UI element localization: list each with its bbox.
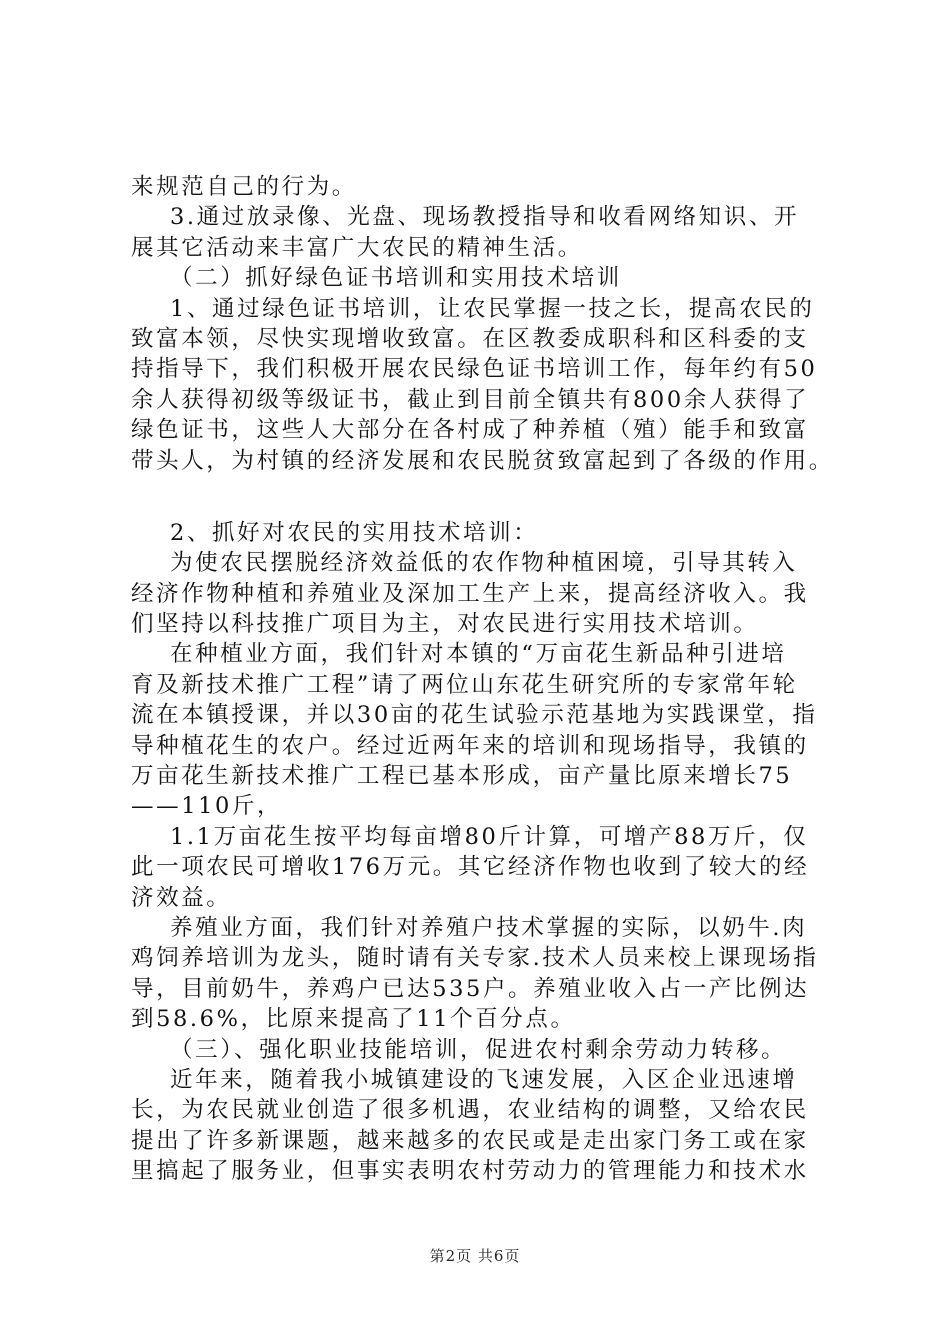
text-line: 在种植业方面，我们针对本镇的“万亩花生新品种引进培	[131, 641, 787, 668]
document-body	[131, 172, 851, 1187]
text-line: 1.1万亩花生按平均每亩增80斤计算，可增产88万斤，仅	[131, 823, 809, 850]
text-line: 养殖业方面，我们针对养殖户技术掌握的实际，以奶牛.肉	[131, 914, 808, 941]
text-line: 济效益。	[131, 884, 232, 911]
text-line: 为使农民摆脱经济效益低的农作物种植困境，引导其转入	[131, 550, 798, 577]
section-heading: （三）、强化职业技能培训，促进农村剩余劳动力转移。	[131, 1036, 787, 1063]
text-line: 导，目前奶牛，养鸡户已达535户。养殖业收入占一产比例达	[131, 975, 810, 1002]
text-line: 1、通过绿色证书培训，让农民掌握一技之长，提高农民的	[131, 295, 815, 322]
text-line: 们坚持以科技推广项目为主，对农民进行实用技术培训。	[131, 611, 759, 638]
text-line: 余人获得初级等级证书，截止到目前全镇共有800余人获得了	[131, 386, 810, 413]
text-line: 万亩花生新技术推广工程已基本形成，亩产量比原来增长75	[131, 763, 793, 790]
text-line: 近年来，随着我小城镇建设的飞速发展，入区企业迅速增	[131, 1066, 798, 1093]
text-line: 鸡饲养培训为龙头，随时请有关专家.技术人员来校上课现场指	[131, 945, 819, 972]
text-line: 持指导下，我们积极开展农民绿色证书培训工作，每年约有50	[131, 356, 818, 383]
text-line: 来规范自己的行为。	[131, 174, 357, 200]
page-number-label: 第2页 共6页	[429, 1247, 521, 1265]
text-line: 3.通过放录像、光盘、现场教授指导和收看网络知识、开	[131, 204, 800, 231]
text-line: 提出了许多新课题，越来越多的农民或是走出家门务工或在家	[131, 1127, 809, 1154]
section-heading: （二）抓好绿色证书培训和实用技术培训	[131, 265, 622, 292]
text-line: 致富本领，尽快实现增收致富。在区教委成职科和区科委的支	[131, 325, 809, 352]
text-line: 绿色证书，这些人大部分在各村成了种养植（殖）能手和致富	[131, 417, 809, 444]
text-line: 经济作物种植和养殖业及深加工生产上来，提高经济收入。我	[131, 580, 809, 607]
text-line: 育及新技术推广工程”请了两位山东花生研究所的专家常年轮	[131, 671, 798, 698]
text-line: 长，为农民就业创造了很多机遇，农业结构的调整，又给农民	[131, 1097, 809, 1124]
subsection-heading: 2、抓好对农民的实用技术培训：	[131, 519, 539, 546]
text-line: 到58.6%，比原来提高了11个百分点。	[131, 1006, 576, 1033]
page-footer	[0, 1245, 950, 1266]
text-line: ——110斤，	[131, 793, 283, 820]
paragraph-gap	[131, 476, 851, 518]
text-line: 里搞起了服务业，但事实表明农村劳动力的管理能力和技术水	[131, 1158, 809, 1185]
text-line: 展其它活动来丰富广大农民的精神生活。	[131, 234, 583, 261]
text-line: 流在本镇授课，并以30亩的花生试验示范基地为实践课堂，指	[131, 702, 818, 729]
text-line: 此一项农民可增收176万元。其它经济作物也收到了较大的经	[131, 854, 810, 881]
text-line: 带头人，为村镇的经济发展和农民脱贫致富起到了各级的作用。	[131, 447, 834, 474]
text-line: 导种植花生的农户。经过近两年来的培训和现场指导，我镇的	[131, 732, 809, 759]
